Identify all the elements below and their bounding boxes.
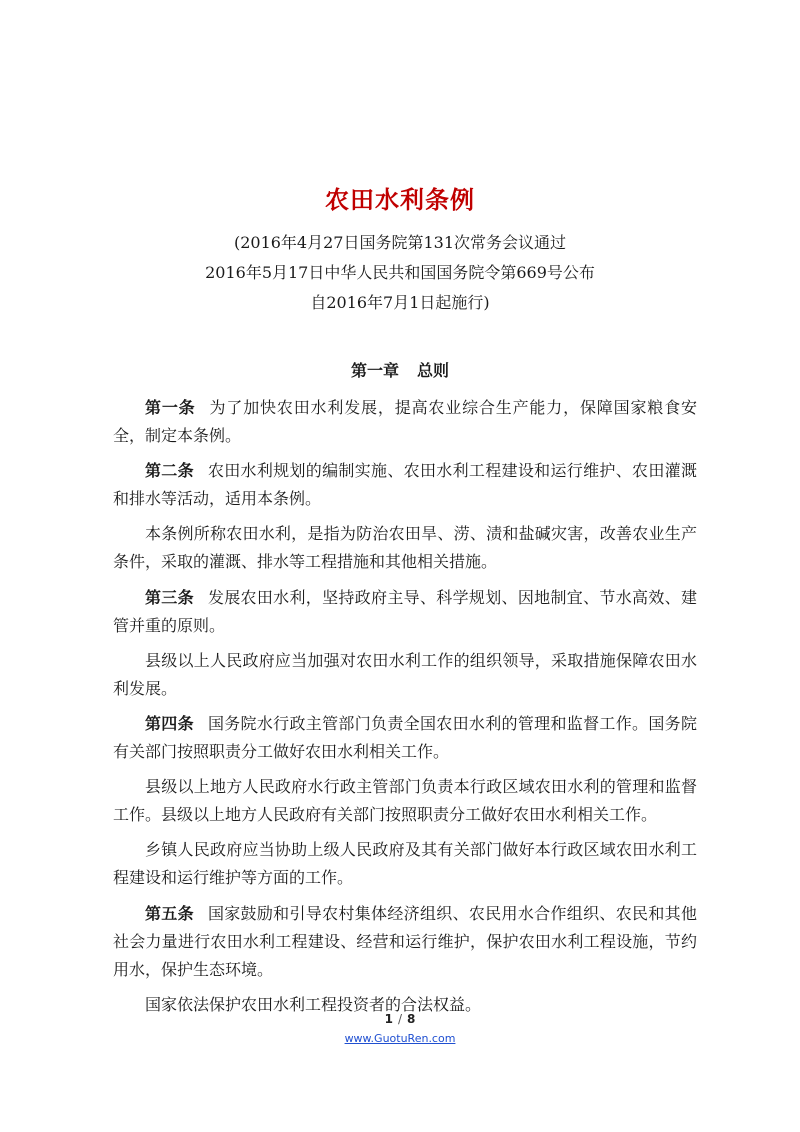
article-label: 第二条: [145, 461, 194, 481]
page-total: 8: [407, 1012, 416, 1026]
chapter-heading: [0, 358, 800, 381]
page-current: 1: [384, 1012, 393, 1026]
paragraph-text: 县级以上人民政府应当加强对农田水利工作的组织领导，采取措施保障农田水利发展。: [113, 650, 697, 698]
paragraph-text: 县级以上地方人民政府水行政主管部门负责本行政区域农田水利的管理和监督工作。县级以上地方人民政府有关部门按照职责分工做好农田水利相关工作。: [113, 777, 697, 825]
paragraph-1: [113, 394, 697, 450]
article-label: 第一条: [145, 398, 196, 417]
article-label: 第四条: [145, 713, 194, 733]
document-title: 农田水利条例: [325, 186, 475, 214]
site-link[interactable]: www.GuotuRen.com: [344, 1032, 456, 1045]
article-label: 第三条: [145, 587, 194, 607]
paragraph-8: [113, 836, 697, 892]
adoption-line-3: 自2016年7月1日起施行): [310, 293, 490, 312]
paragraph-text: 国家鼓励和引导农村集体经济组织、农民用水合作组织、农民和其他社会力量进行农田水利工程建设、经营和运行维护，保护农田水利工程设施，节约用水，保护生态环境。: [113, 903, 697, 979]
adoption-line-2: 2016年5月17日中华人民共和国国务院令第669号公布: [205, 263, 595, 282]
paragraph-3: [113, 520, 697, 576]
article-label: 第五条: [145, 903, 194, 923]
page-number: [0, 1012, 800, 1026]
adoption-line-1: (2016年4月27日国务院第131次常务会议通过: [233, 233, 567, 252]
paragraph-text: 为了加快农田水利发展，提高农业综合生产能力，保障国家粮食安全，制定本条例。: [113, 398, 697, 445]
paragraph-text: 发展农田水利，坚持政府主导、科学规划、因地制宜、节水高效、建管并重的原则。: [113, 587, 697, 635]
paragraph-4: [113, 584, 697, 640]
paragraph-text: 国务院水行政主管部门负责全国农田水利的管理和监督工作。国务院有关部门按照职责分工做好农田水利相关工作。: [113, 713, 697, 761]
paragraph-7: [113, 773, 697, 829]
paragraph-9: [113, 900, 697, 984]
paragraph-2: [113, 457, 697, 513]
page-separator: /: [397, 1012, 403, 1026]
paragraph-6: [113, 710, 697, 766]
chapter-name: 总则: [417, 361, 450, 380]
document-body: [113, 394, 697, 1026]
chapter-number: 第一章: [350, 361, 399, 380]
paragraph-5: [113, 647, 697, 703]
paragraph-text: 国家依法保护农田水利工程投资者的合法权益。: [145, 994, 482, 1014]
footer-link-container: [0, 1032, 800, 1045]
paragraph-text: 本条例所称农田水利，是指为防治农田旱、涝、渍和盐碱灾害，改善农业生产条件，采取的灌溉、排水等工程措施和其他相关措施。: [113, 524, 697, 572]
paragraph-text: 农田水利规划的编制实施、农田水利工程建设和运行维护、农田灌溉和排水等活动，适用本条例。: [113, 461, 697, 509]
paragraph-text: 乡镇人民政府应当协助上级人民政府及其有关部门做好本行政区域农田水利工程建设和运行维护等方面的工作。: [113, 840, 697, 888]
